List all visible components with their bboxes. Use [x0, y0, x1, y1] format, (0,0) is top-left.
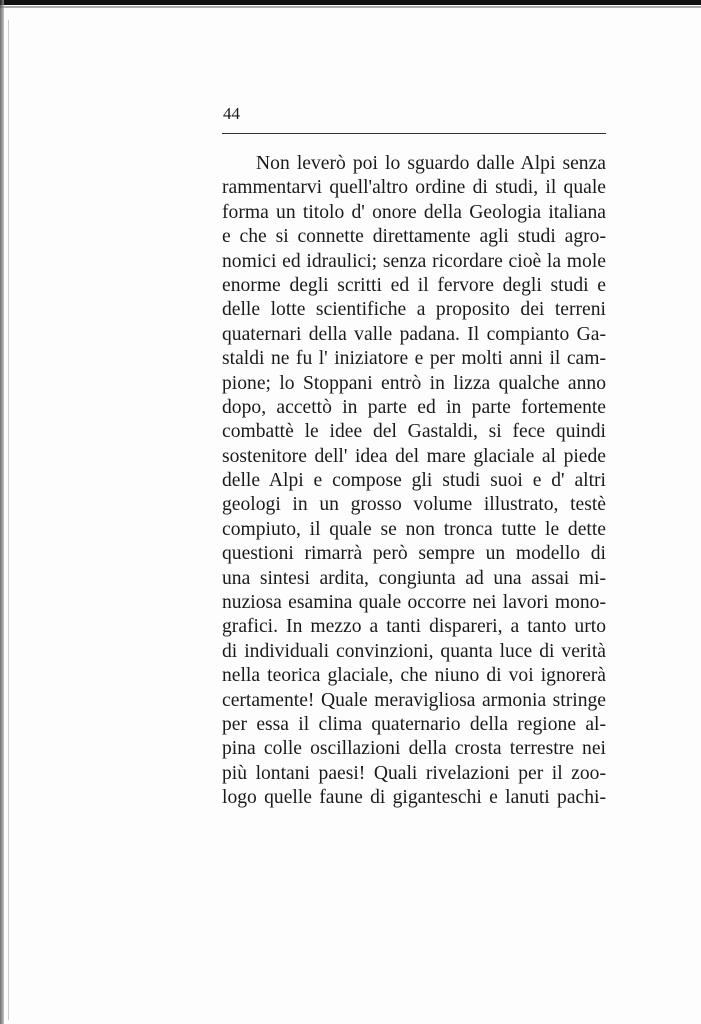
- text-line-content: logo quelle faune di giganteschi e lanuti pachi-: [222, 787, 606, 809]
- text-line-content: pina colle oscillazioni della crosta terrestre nei: [222, 738, 606, 760]
- text-line: [222, 591, 606, 615]
- text-line: [222, 689, 606, 713]
- text-line-content: geologi in un grosso volume illustrato, testè: [222, 494, 606, 516]
- text-line: [222, 493, 606, 517]
- text-line-content: compiuto, il quale se non tronca tutte le dette: [222, 518, 606, 540]
- text-line-content: più lontani paesi! Quali rivelazioni per il zoo-: [222, 762, 606, 784]
- text-line-content: quaternari della valle padana. Il compianto Ga-: [222, 323, 606, 345]
- text-line-content: forma un titolo d' onore della Geologia italiana: [222, 201, 606, 223]
- text-line-content: nomici ed idraulici; senza ricordare cioè la mole: [222, 250, 606, 272]
- text-line-content: certamente! Quale meravigliosa armonia stringe: [222, 689, 606, 711]
- text-line-content: enorme degli scritti ed il fervore degli studi e: [222, 274, 606, 296]
- text-line: [222, 640, 606, 664]
- text-line: [222, 201, 606, 225]
- text-line-content: combattè le idee del Gastaldi, si fece quindi: [222, 421, 606, 443]
- text-line-content: Non leverò poi lo sguardo dalle Alpi senza: [256, 153, 606, 174]
- text-line-content: per essa il clima quaternario della regione al-: [222, 713, 606, 735]
- body-text: [222, 152, 606, 811]
- text-line: [222, 762, 606, 786]
- text-line: [222, 298, 606, 322]
- text-line-content: delle lotte scientifiche a proposito dei terreni: [222, 299, 606, 321]
- text-line: [222, 323, 606, 347]
- text-line: [222, 347, 606, 371]
- text-line-content: questioni rimarrà però sempre un modello di: [222, 543, 606, 565]
- scan-left-edge-line: [8, 20, 9, 1020]
- page-number: 44: [223, 104, 240, 123]
- text-line: [222, 274, 606, 298]
- scan-top-border: [0, 0, 701, 5]
- text-line-content: nuziosa esamina quale occorre nei lavori mono-: [222, 592, 606, 614]
- scan-left-edge: [0, 0, 4, 1024]
- text-line-content: pione; lo Stoppani entrò in lizza qualche anno: [222, 372, 606, 394]
- text-line-content: di individuali convinzioni, quanta luce di verità: [222, 640, 606, 662]
- text-line-content: sostenitore dell' idea del mare glaciale al piede: [222, 445, 606, 467]
- text-line: [222, 445, 606, 469]
- text-line: [222, 567, 606, 591]
- text-line: [222, 225, 606, 249]
- text-line-content: staldi ne fu l' iniziatore e per molti anni il cam-: [222, 348, 606, 370]
- text-line: [222, 786, 606, 810]
- scan-top-border-shadow: [0, 6, 701, 8]
- text-line-content: grafici. In mezzo a tanti dispareri, a tanto urto: [222, 616, 606, 638]
- text-line: [222, 372, 606, 396]
- text-line: [222, 737, 606, 761]
- text-line: [222, 420, 606, 444]
- text-line: [222, 518, 606, 542]
- text-line-content: rammentarvi quell'altro ordine di studi, il quale: [222, 177, 606, 199]
- text-line: [222, 469, 606, 493]
- text-line: [222, 664, 606, 688]
- text-line: [222, 713, 606, 737]
- text-line: [222, 615, 606, 639]
- text-line: [222, 542, 606, 566]
- text-line-content: e che si connette direttamente agli studi agro-: [222, 226, 606, 248]
- header-rule: [222, 133, 606, 134]
- text-line-content: delle Alpi e compose gli studi suoi e d' altri: [222, 470, 606, 492]
- text-line: [222, 250, 606, 274]
- text-line-content: nella teorica glaciale, che niuno di voi ignorerà: [222, 665, 606, 687]
- text-line-content: una sintesi ardita, congiunta ad una assai mi-: [222, 567, 606, 589]
- text-line-content: dopo, accettò in parte ed in parte fortemente: [222, 396, 606, 418]
- text-line: [222, 176, 606, 200]
- text-line: [222, 152, 606, 176]
- text-line: [222, 396, 606, 420]
